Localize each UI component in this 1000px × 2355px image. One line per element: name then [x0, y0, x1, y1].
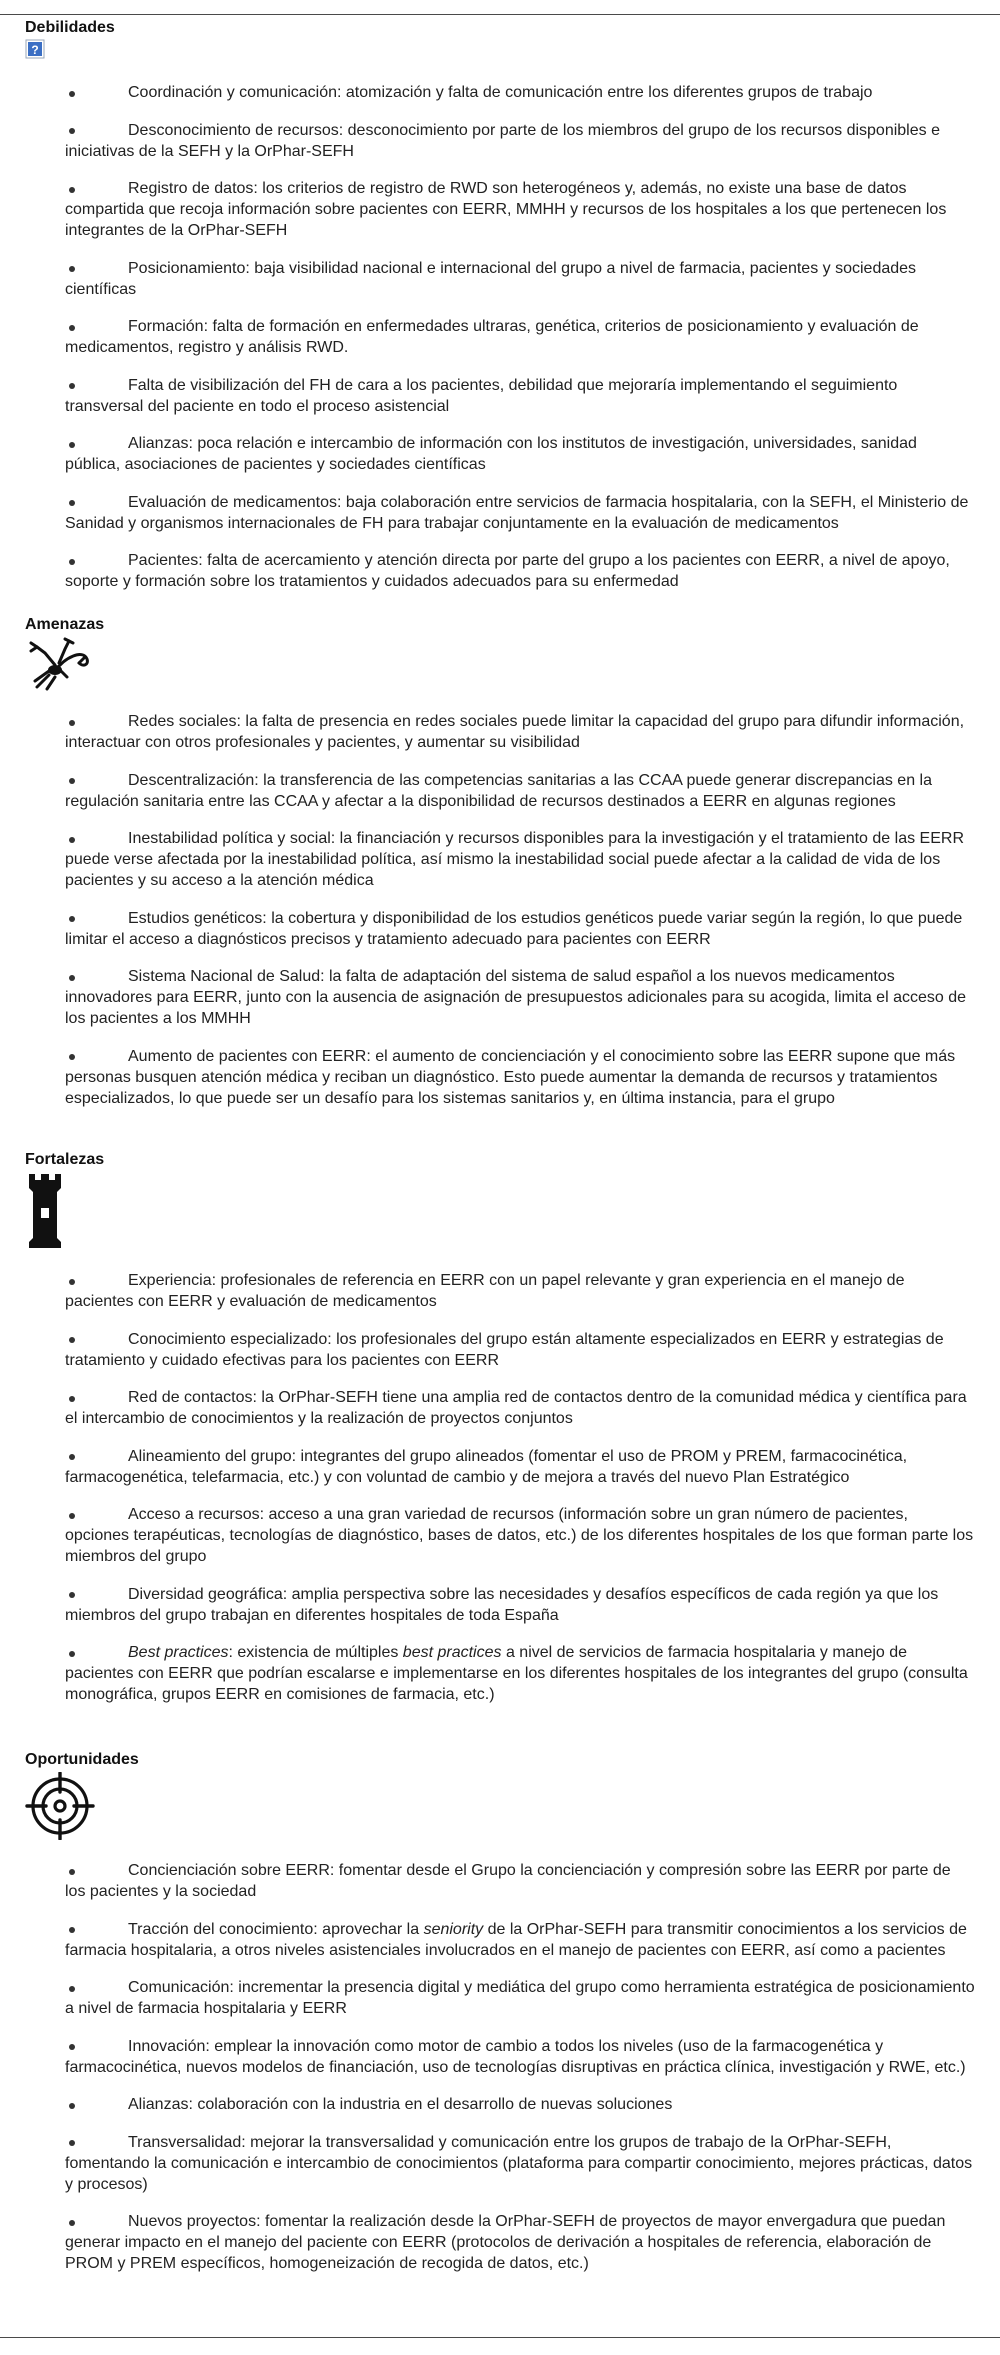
section-amenazas: [25, 615, 975, 1125]
best-practices-text-1: : existencia de múltiples: [228, 1644, 403, 1661]
list-item: Sistema Nacional de Salud: la falta de adaptación del sistema de salud español a los nuevos medicamentos innovadores para EERR, junto con la ausencia de asignación de presupuestos adicionales para su acogida, limita el acceso de los pacientes a los MMHH: [25, 966, 975, 1029]
section-title-fortalezas: Fortalezas: [25, 1151, 105, 1168]
list-item: Diversidad geográfica: amplia perspectiva sobre las necesidades y desafíos específicos de cada región ya que los miembros del grupo trabajan en diferentes hospitales de toda España: [25, 1584, 975, 1626]
list-item: Estudios genéticos: la cobertura y disponibilidad de los estudios genéticos puede variar según la región, lo que puede limitar el acceso a diagnósticos precisos y tratamiento adecuado para pacientes con EERR: [25, 908, 975, 950]
list-item: Redes sociales: la falta de presencia en redes sociales puede limitar la capacidad del grupo para difundir información, interactuar con otros profesionales y pacientes, y aumentar su visibilidad: [25, 711, 975, 753]
list-item: Experiencia: profesionales de referencia en EERR con un papel relevante y gran experiencia en el manejo de pacientes con EERR y evaluación de medicamentos: [25, 1270, 975, 1312]
best-practices-text-2: a nivel de servicios de farmacia hospitalaria y manejo de pacientes con EERR que podrían escalarse e implementarse en los diferentes hospitales de los integrantes del grupo (consulta monográfica, grupos EERR en comisiones de farmacia, etc.): [65, 1644, 968, 1703]
best-practices-term-2: best practices: [402, 1644, 502, 1661]
list-item: Descentralización: la transferencia de las competencias sanitarias a las CCAA puede generar discrepancias en la regulación sanitaria entre las CCAA y afectar a la disponibilidad de recursos destinados a EERR en algunas regiones: [25, 770, 975, 812]
svg-text:?: ?: [31, 43, 39, 57]
target-icon: [25, 1772, 95, 1840]
section-title-amenazas: Amenazas: [25, 616, 105, 633]
list-item: Nuevos proyectos: fomentar la realización desde la OrPhar-SEFH de proyectos de mayor envergadura que puedan generar impacto en el manejo del paciente con EERR (protocolos de derivación a hospitales de referencia, elaboración de PROM y PREM específicos, homogeneización de recogida de datos, etc.): [25, 2211, 975, 2274]
list-item: Alineamiento del grupo: integrantes del grupo alineados (fomentar el uso de PROM y PREM, farmacocinética, farmacogenética, telefarmacia, etc.) y con voluntad de cambio y de mejora a través del nuevo Plan Estratégico: [25, 1446, 975, 1488]
section-title-oportunidades: Oportunidades: [25, 1751, 139, 1768]
list-item: Coordinación y comunicación: atomización y falta de comunicación entre los diferentes grupos de trabajo: [25, 82, 975, 103]
list-item: Acceso a recursos: acceso a una gran variedad de recursos (información sobre un gran número de pacientes, opciones terapéuticas, tecnologías de diagnóstico, bases de datos, etc.) de los diferentes hospitales de los que forman parte los miembros del grupo: [25, 1504, 975, 1567]
list-item: Comunicación: incrementar la presencia digital y mediática del grupo como herramienta estratégica de posicionamiento a nivel de farmacia hospitalaria y EERR: [25, 1977, 975, 2019]
list-item: Formación: falta de formación en enfermedades ultraras, genética, criterios de posicionamiento y evaluación de medicamentos, registro y análisis RWD.: [25, 316, 975, 358]
list-item: Concienciación sobre EERR: fomentar desde el Grupo la concienciación y compresión sobre las EERR por parte de los pacientes y la sociedad: [25, 1860, 975, 1902]
section-oportunidades: [25, 1750, 975, 2291]
list-item: Alianzas: colaboración con la industria en el desarrollo de nuevas soluciones: [25, 2094, 975, 2115]
top-divider: [0, 14, 1000, 15]
tower-icon: [25, 1172, 65, 1248]
list-item: Desconocimiento de recursos: desconocimiento por parte de los miembros del grupo de los recursos disponibles e iniciativas de la SEFH y la OrPhar-SEFH: [25, 120, 975, 162]
list-item: [25, 1642, 975, 1705]
list-item: Innovación: emplear la innovación como motor de cambio a todos los niveles (uso de la farmacogenética y farmacocinética, nuevos modelos de financiación, uso de tecnologías disruptivas en práctica clínica, investigación y RWE, etc.): [25, 2036, 975, 2078]
section-fortalezas: [25, 1150, 975, 1722]
list-item: Alianzas: poca relación e intercambio de información con los institutos de investigación, universidades, sanidad pública, asociaciones de pacientes y sociedades científicas: [25, 433, 975, 475]
list-item: Registro de datos: los criterios de registro de RWD son heterogéneos y, además, no existe una base de datos compartida que recoja información sobre pacientes con EERR, MMHH y recursos de los hospitales a los que pertenecen los integrantes de la OrPhar-SEFH: [25, 178, 975, 241]
list-item: Pacientes: falta de acercamiento y atención directa por parte del grupo a los pacientes con EERR, a nivel de apoyo, soporte y formación sobre los tratamientos y cuidados adecuados para su enfermedad: [25, 550, 975, 592]
list-item: Evaluación de medicamentos: baja colaboración entre servicios de farmacia hospitalaria, con la SEFH, el Ministerio de Sanidad y organismos internacionales de FH para trabajar conjuntamente en la evaluación de medicamentos: [25, 492, 975, 534]
scorpion-icon: [25, 637, 95, 693]
list-item: [25, 1919, 975, 1961]
list-oportunidades: [25, 1860, 975, 2274]
traccion-text-2: de la OrPhar-SEFH para transmitir conocimientos a los servicios de farmacia hospitalaria, a otros niveles asistenciales involucrados en el manejo de pacientes con EERR, así como a pacientes: [65, 1920, 967, 1959]
list-debilidades: [25, 82, 975, 592]
list-amenazas: [25, 711, 975, 1109]
help-icon: [25, 39, 45, 59]
list-item: Posicionamiento: baja visibilidad nacional e internacional del grupo a nivel de farmacia, pacientes y sociedades científicas: [25, 258, 975, 300]
best-practices-term: Best practices: [128, 1644, 229, 1661]
section-debilidades: [25, 18, 975, 609]
list-item: Aumento de pacientes con EERR: el aumento de concienciación y el conocimiento sobre las EERR supone que más personas busquen atención médica y reciban un diagnóstico. Esto puede aumentar la demanda de recursos y tratamientos especializados, lo que puede ser un desafío para los sistemas sanitarios y, en última instancia, para el grupo: [25, 1046, 975, 1109]
section-title-debilidades: Debilidades: [25, 19, 115, 36]
traccion-term: seniority: [423, 1920, 484, 1938]
bottom-divider: [0, 2337, 1000, 2338]
list-fortalezas: [25, 1270, 975, 1705]
list-item: Red de contactos: la OrPhar-SEFH tiene una amplia red de contactos dentro de la comunidad médica y científica para el intercambio de conocimientos y la realización de proyectos conjuntos: [25, 1387, 975, 1429]
traccion-text-1: Tracción del conocimiento: aprovechar la: [128, 1920, 424, 1938]
list-item: Inestabilidad política y social: la financiación y recursos disponibles para la investigación y el tratamiento de las EERR puede verse afectada por la inestabilidad política, así mismo la inestabilidad social puede afectar a la calidad de vida de los pacientes y su acceso a la atención médica: [25, 828, 975, 891]
list-item: Falta de visibilización del FH de cara a los pacientes, debilidad que mejoraría implementando el seguimiento transversal del paciente en todo el proceso asistencial: [25, 375, 975, 417]
list-item: Conocimiento especializado: los profesionales del grupo están altamente especializados en EERR y estrategias de tratamiento y cuidado efectivas para los pacientes con EERR: [25, 1329, 975, 1371]
list-item: Transversalidad: mejorar la transversalidad y comunicación entre los grupos de trabajo de la OrPhar-SEFH, fomentando la comunicación e intercambio de conocimientos (plataforma para compartir conocimiento, mejores prácticas, datos y procesos): [25, 2132, 975, 2195]
